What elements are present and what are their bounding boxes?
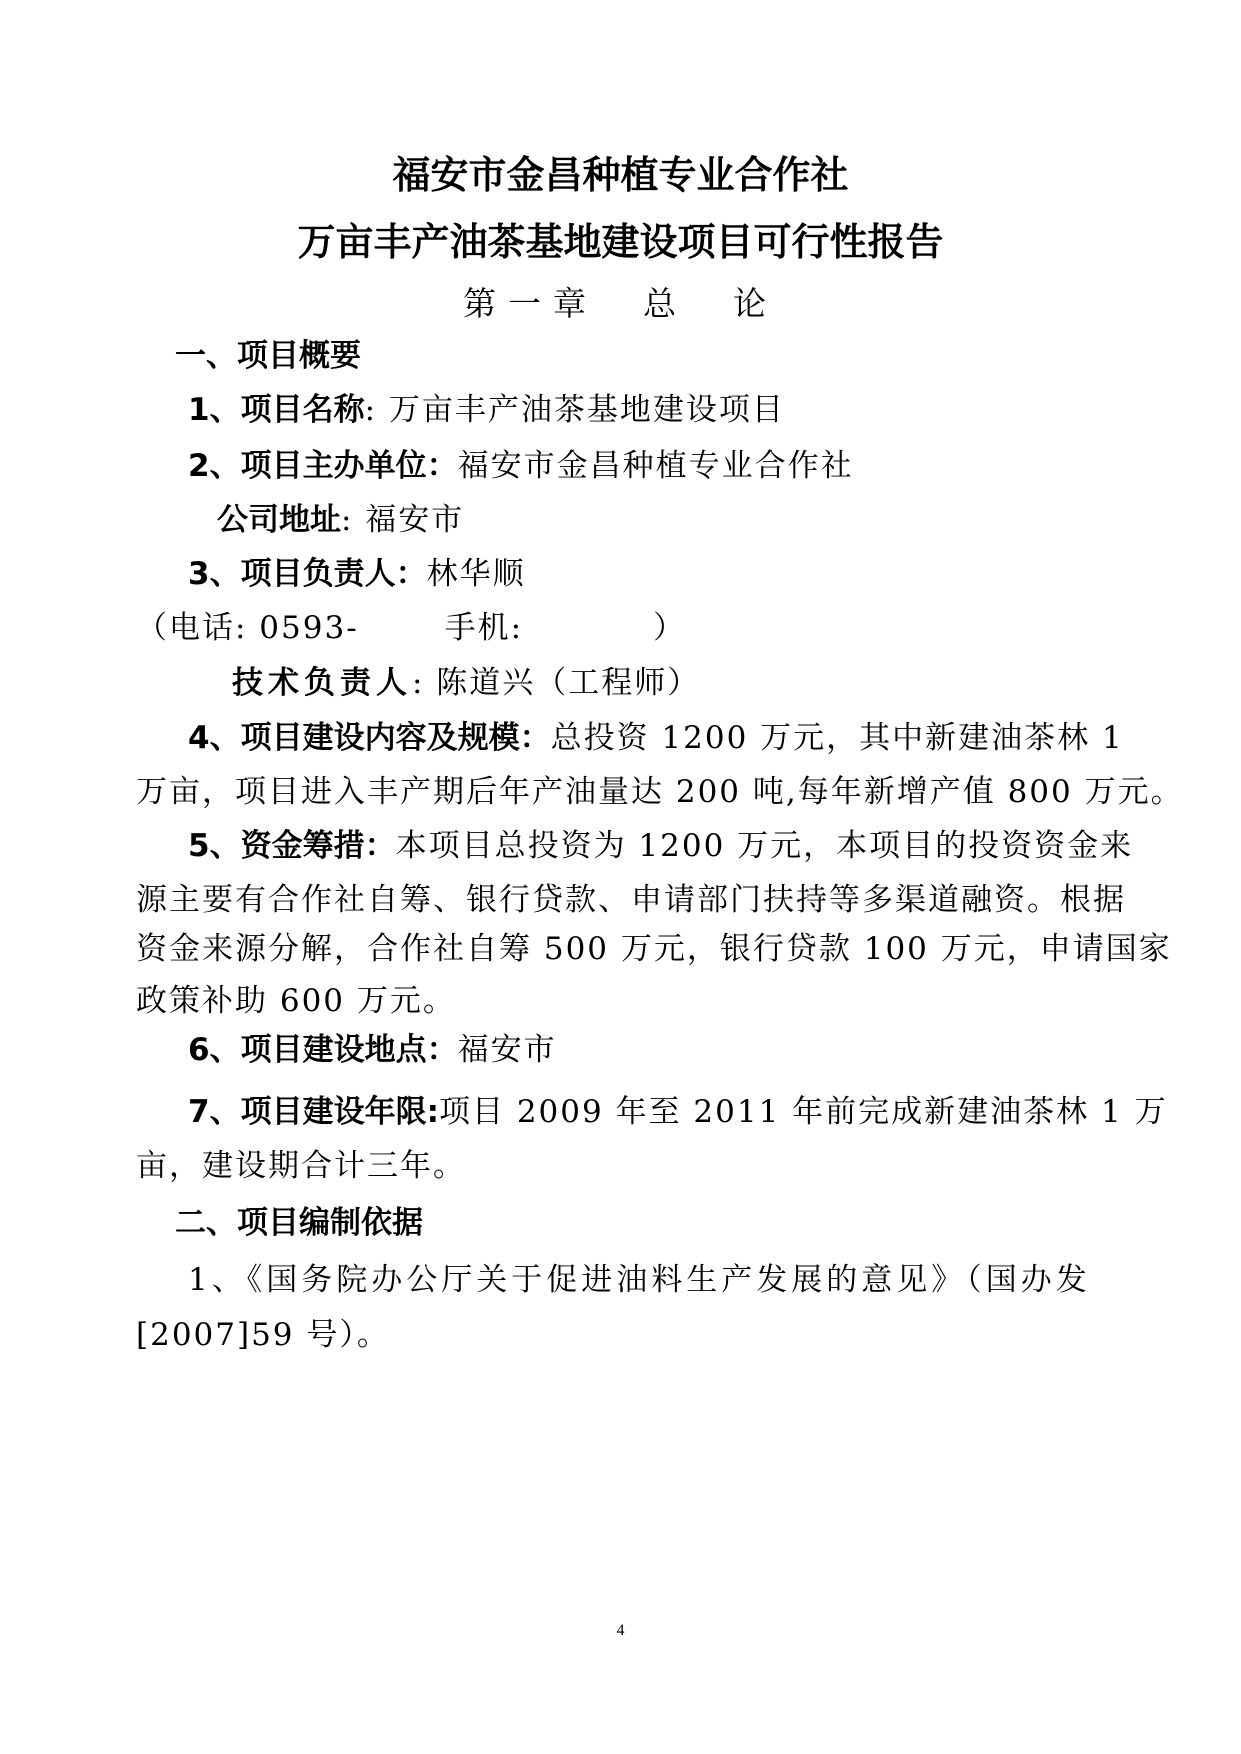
mobile-label: 手机: (444, 610, 524, 646)
address-label: 公司地址 (217, 502, 341, 538)
company-address (217, 500, 464, 540)
item-7-line-1 (188, 1092, 1168, 1132)
chapter-heading: 第一章 总 论 (463, 284, 778, 323)
item-1 (188, 390, 785, 430)
item-7-text-1: 项目 2009 年至 2011 年前完成新建油茶林 1 万 (438, 1094, 1168, 1130)
address-value: : 福安市 (341, 502, 465, 538)
phone-line (136, 608, 686, 648)
item-2-label: 2、项目主办单位： (188, 448, 458, 484)
item-5-line-1 (188, 826, 1133, 866)
basis-1-line-1: 1、《国务院办公厅关于促进油料生产发展的意见》（国办发 (188, 1262, 1091, 1298)
tech-lead (232, 663, 700, 703)
item-4-line-2: 万亩，项目进入丰产期后年产油量达 200 吨,每年新增产值 800 万元。 (136, 774, 1184, 810)
item-6-value: 福安市 (457, 1032, 557, 1068)
item-5-line-2: 源主要有合作社自筹、银行贷款、申请部门扶持等多渠道融资。根据 (136, 882, 1126, 918)
page-number: 4 (616, 1622, 625, 1639)
item-3-label: 3、项目负责人： (188, 556, 427, 592)
tech-lead-value: : 陈道兴（工程师） (412, 665, 701, 701)
item-5-line-3: 资金来源分解，合作社自筹 500 万元，银行贷款 100 万元，申请国家 (136, 931, 1172, 967)
item-4-label: 4、项目建设内容及规模： (188, 720, 551, 756)
item-6 (188, 1030, 557, 1070)
item-7-label: 7、项目建设年限: (188, 1094, 439, 1130)
phone-close: ） (653, 610, 687, 646)
item-1-label: 1、项目名称 (188, 392, 365, 428)
title-line-2: 万亩丰产油茶基地建设项目可行性报告 (297, 220, 944, 264)
item-7-line-2: 亩，建设期合计三年。 (136, 1148, 466, 1184)
section-1-heading: 一、项目概要 (175, 338, 361, 374)
item-4-text-1: 总投资 1200 万元，其中新建油茶林 1 (550, 720, 1124, 756)
section-2-heading: 二、项目编制依据 (175, 1205, 423, 1241)
item-2-value: 福安市金昌种植专业合作社 (457, 448, 854, 484)
item-2 (188, 446, 854, 486)
item-4-line-1 (188, 718, 1124, 758)
item-1-value: : 万亩丰产油茶基地建设项目 (364, 392, 785, 428)
title-line-1: 福安市金昌种植专业合作社 (392, 153, 849, 197)
phone-label: （电话: 0593- (136, 610, 359, 646)
item-5-text-1: 本项目总投资为 1200 万元，本项目的投资资金来 (395, 828, 1134, 864)
item-5-label: 5、资金筹措： (188, 828, 396, 864)
item-6-label: 6、项目建设地点： (188, 1032, 458, 1068)
item-3-value: 林华顺 (426, 556, 526, 592)
tech-lead-label: 技术负责人 (232, 665, 412, 701)
item-3 (188, 554, 526, 594)
item-5-line-4: 政策补助 600 万元。 (136, 983, 456, 1019)
basis-1-line-2: [2007]59 号）。 (136, 1317, 390, 1353)
